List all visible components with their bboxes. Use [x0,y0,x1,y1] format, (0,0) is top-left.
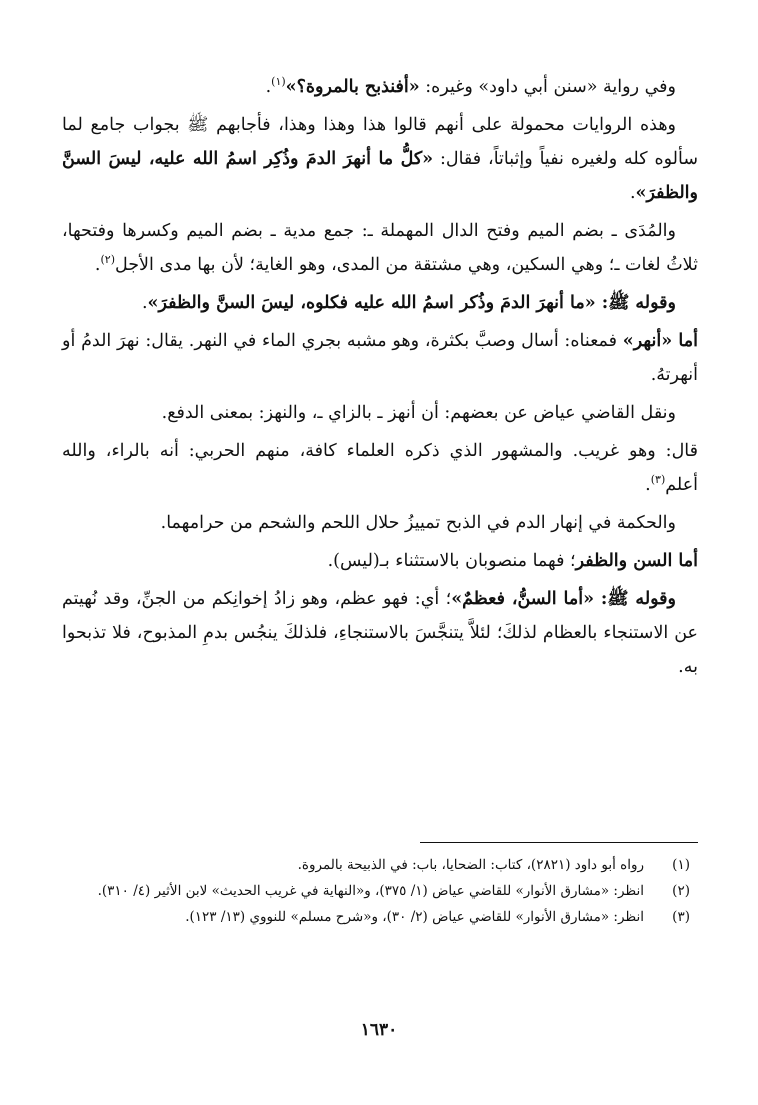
footnote-number: (١) [672,857,690,873]
footnote-number: (٣) [672,909,690,925]
text-run: والحكمة في إنهار الدم في الذبح تمييزُ حلال اللحم والشحم من حرامهما. [160,513,676,533]
bold-text: وقوله ﷺ: [594,589,677,609]
page-number: ١٦٣٠ [360,1020,398,1040]
footnote-marker: (١) [271,75,286,89]
text-run: ؛ فهما منصوبان بالاستثناء بـ(ليس). [327,551,576,571]
bold-text: «أما السنُّ، فعظمٌ» [451,589,595,609]
footnote-text: رواه أبو داود (٢٨٢١)، كتاب: الضحايا، باب: في الذبيحة بالمروة. [297,857,644,873]
text-run: ؛ أي: فهو عظم، وهو زادُ إخوانِكم من الجنِّ، وقد نُهيتم عن الاستنجاء بالعظام لذلكَ؛ لئلاَّ يتنجَّسَ بالاستنجاءِ، فلذلكَ ينجُس بدمِ المذبوح، فلا تذبحوا به. [62,589,698,677]
footnote-marker: (٢) [100,253,115,267]
paragraph [62,70,698,104]
paragraph [62,324,698,392]
footnote-text: انظر: «مشارق الأنوار» للقاضي عياض (١/ ٣٧٥)، و«النهاية في غريب الحديث» لابن الأثير (٤/ ٣١٠). [97,883,644,899]
paragraph [62,214,698,282]
text-run: قال: وهو غريب. والمشهور الذي ذكره العلماء كافة، منهم الحربي: أنه بالراء، والله أعلم [62,441,698,495]
footnote [62,852,698,878]
footnote [62,878,698,904]
paragraph [62,286,698,320]
bold-text: أما السن والظفر [575,551,698,571]
footnote-marker: (٣) [650,473,666,487]
main-text [62,70,698,684]
text-run: . [265,77,272,97]
text-run: . [141,293,148,313]
paragraph [62,396,698,430]
text-run: والمُدَى ـ بضم الميم وفتح الدال المهملة ـ: جمع مدية ـ بضم الميم وكسرها وفتحها، ثلاثُ لغات ـ؛ وهي السكين، وهي مشتقة من المدى، وهو الغاية؛ لأن بها مدى الأجل [62,221,698,275]
text-run: ونقل القاضي عياض عن بعضهم: أن أنهز ـ بالزاي ـ، والنهز: بمعنى الدفع. [161,403,676,423]
text-run: . [94,255,101,275]
text-run: وهذه الروايات محمولة على أنهم قالوا هذا وهذا وهذا، فأجابهم ﷺ بجواب جامع لما سألوه كله ولغيره نفياً وإثباتاً، فقال: [62,115,698,169]
text-run: فمعناه: أسال وصبَّ بكثرة، وهو مشبه بجري الماء في النهر. يقال: نهرَ الدمُ أو أنهرتهُ. [62,331,698,385]
footnote-number: (٢) [672,883,690,899]
footnotes [62,852,698,930]
bold-text: «أفنذبح بالمروة؟» [285,77,420,97]
paragraph [62,582,698,684]
bold-text: أما «أنهر» [622,331,698,351]
text-run: . [645,475,651,495]
paragraph [62,506,698,540]
bold-text: وقوله ﷺ: [595,293,676,313]
footnote-divider [420,842,698,843]
paragraph [62,108,698,210]
bold-text: «كلُّ ما أنهرَ الدمَ وذُكِر اسمُ الله عليه، ليسَ السنَّ والظفرَ» [62,149,698,203]
paragraph [62,544,698,578]
bold-text: «ما أنهرَ الدمَ وذُكر اسمُ الله عليه فكلوه، ليسَ السنَّ والظفرَ» [147,293,596,313]
text-run: وفي رواية «سنن أبي داود» وغيره: [419,77,676,97]
paragraph [62,434,698,502]
footnote [62,904,698,930]
text-run: . [629,183,636,203]
footnote-text: انظر: «مشارق الأنوار» للقاضي عياض (٢/ ٣٠)، و«شرح مسلم» للنووي (١٣/ ١٢٣). [185,909,644,925]
